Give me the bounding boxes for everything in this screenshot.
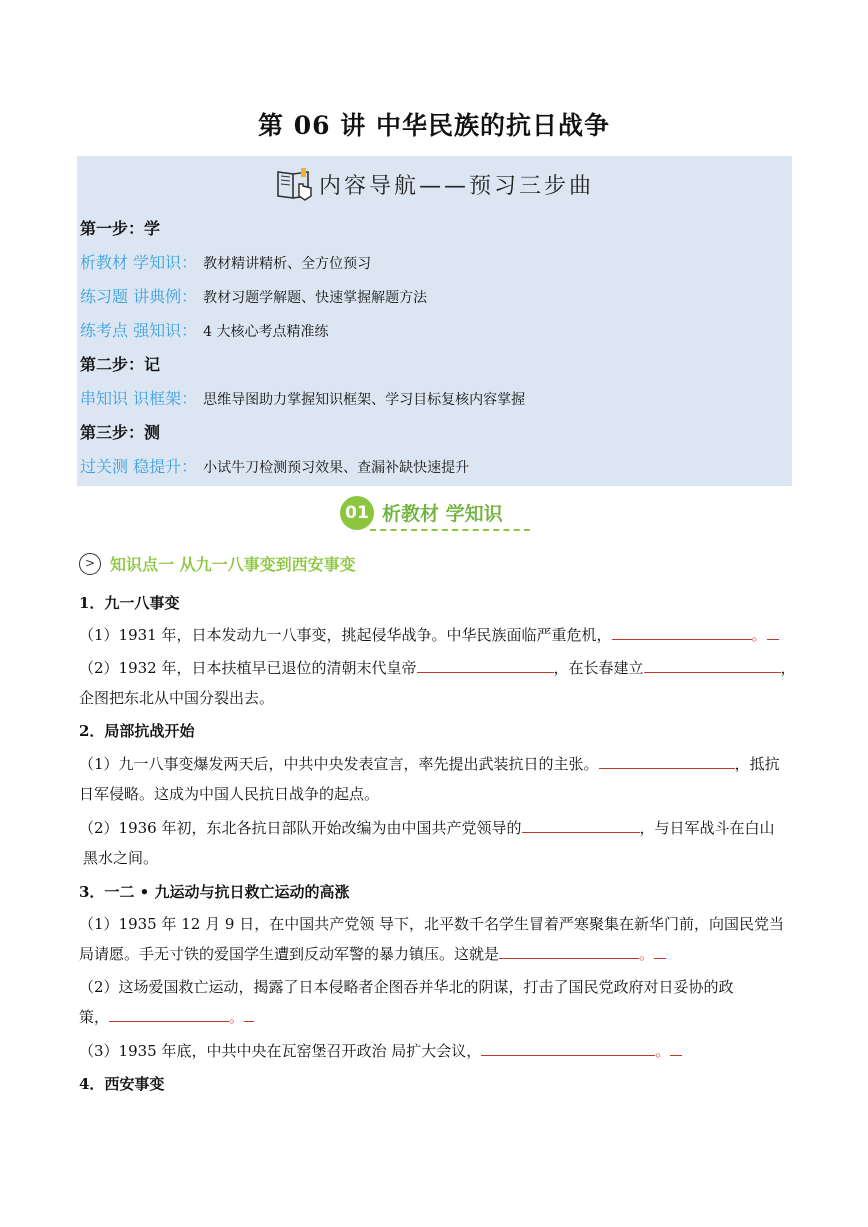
section-2-heading: 2．局部抗战开始 [79,722,195,740]
answer-blank[interactable] [417,658,554,673]
answer-blank[interactable] [654,944,666,959]
nav-row-3 [80,318,328,341]
answer-blank[interactable] [644,658,781,673]
content-navigation-box [77,156,792,486]
text: 。 [655,1042,671,1060]
paragraph: （2）这场爱国救亡运动，揭露了日本侵略者企图吞并华北的阴谋，打击了国民党政府对日妥协的政 [79,978,734,996]
nav-row-text: 教材精讲精析、全方位预习 [203,256,372,272]
answer-blank[interactable] [499,944,639,959]
step-2: 第二步：记 [80,355,161,374]
text: （1）1931 年，日本发动九一八事变，挑起侵华战争。中华民族面临严重危机， [79,626,612,644]
text: ， [780,659,796,677]
answer-blank[interactable] [481,1041,655,1056]
paragraph: （1）1935 年 12 月 9 日，在中国共产党领 导下，北平数千名学生冒着严寒聚集在新华门前，向国民党当 [79,915,784,933]
answer-blank[interactable] [670,1041,682,1056]
text: 。 [229,1008,245,1026]
section-number: 01 [340,496,374,530]
paragraph: 黑水之间。 [83,849,159,867]
text: ，抵抗 [734,755,780,773]
paragraph: 企图把东北从中国分裂出去。 [79,689,275,707]
step-3: 第三步：测 [80,423,161,442]
section-title: 析教材 学知识 [382,503,503,525]
section-3-heading: 3．一二 • 九运动与抗日救亡运动的高涨 [79,883,350,901]
nav-row-text: 4 大核心考点精准练 [203,324,329,340]
nav-row-1 [80,250,371,273]
paragraph [79,943,666,964]
arrow-circle-icon: > [79,553,101,575]
page-title: 第 06 讲 中华民族的抗日战争 [258,111,610,140]
paragraph [79,753,780,774]
nav-header-text: 内容导航——预习三步曲 [318,173,594,199]
nav-row-text: 思维导图助力掌握知识框架、学习目标复核内容掌握 [203,392,526,408]
text: （2）1936 年初，东北各抗日部队开始改编为由中国共产党领导的 [79,819,522,837]
nav-row-label: 练习题 讲典例： [80,287,198,306]
nav-row-2 [80,284,427,307]
paragraph: 日军侵略。这成为中国人民抗日战争的起点。 [79,785,380,803]
answer-blank[interactable] [522,818,640,833]
book-hand-icon [275,166,315,202]
answer-blank[interactable] [599,754,735,769]
nav-row-text: 小试牛刀检测预习效果、查漏补缺快速提升 [203,460,470,476]
nav-row-5 [80,454,469,477]
text: （1）九一八事变爆发两天后，中共中央发表宣言，率先提出武装抗日的主张。 [79,755,599,773]
nav-row-label: 串知识 识框架： [80,389,198,408]
paragraph [79,657,796,678]
answer-blank[interactable] [244,1007,254,1022]
nav-row-text: 教材习题学解题、快速掌握解题方法 [203,290,428,306]
paragraph [79,1040,682,1061]
answer-blank[interactable] [767,625,779,640]
answer-blank[interactable] [612,625,752,640]
nav-header [77,166,792,206]
section-badge [340,496,530,532]
text: 局请愿。手无寸铁的爱国学生遭到反动军警的暴力镇压。这就是 [79,945,500,963]
nav-row-label: 练考点 强知识： [80,321,198,340]
text: 。 [639,945,655,963]
nav-row-label: 析教材 学知识： [80,253,198,272]
text: ，在长春建立 [553,659,644,677]
nav-row-4 [80,386,525,409]
text: 。 [751,626,767,644]
nav-row-label: 过关测 稳提升： [80,457,198,476]
step-1: 第一步：学 [80,219,161,238]
answer-blank[interactable] [109,1007,229,1022]
text: 策， [79,1008,110,1026]
text: （2）1932 年，日本扶植早已退位的清朝末代皇帝 [79,659,417,677]
section-4-heading: 4．西安事变 [79,1075,165,1093]
paragraph [79,1006,254,1027]
knowledge-point-title: 知识点一 从九一八事变到西安事变 [110,555,356,574]
text: （3）1935 年底，中共中央在瓦窑堡召开政治 局扩大会议， [79,1042,482,1060]
section-underline [370,529,530,531]
section-1-heading: 1．九一八事变 [79,594,180,612]
paragraph [79,624,779,645]
text: ，与日军战斗在白山 [639,819,775,837]
paragraph [79,817,775,838]
